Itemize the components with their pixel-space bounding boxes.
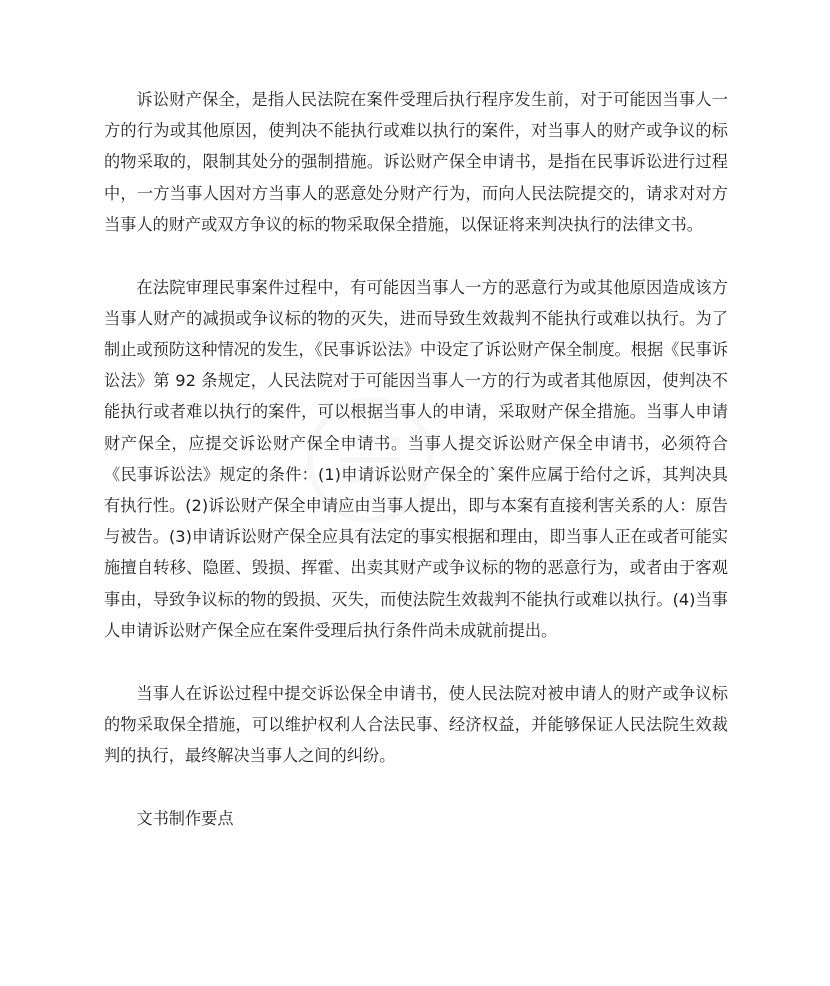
- section-heading: 文书制作要点: [136, 808, 234, 828]
- paragraph-definition: 诉讼财产保全，是指人民法院在案件受理后执行程序发生前，对于可能因当事人一方的行为或其他原因，使判决不能执行或难以执行的案件，对当事人的财产或争议的标的物采取的，限制其处分的强制措施。诉讼财产保全申请书，是指在民事诉讼进行过程中，一方当事人因对方当事人的恶意处分财产行为，而向人民法院提交的，请求对对方当事人的财产或双方争议的标的物采取保全措施，以保证将来判决执行的法律文书。: [104, 90, 728, 234]
- document-body: [104, 84, 728, 866]
- paragraph-purpose: 当事人在诉讼过程中提交诉讼保全申请书，使人民法院对被申请人的财产或争议标的物采取保全措施，可以维护权利人合法民事、经济权益，并能够保证人民法院生效裁判的执行，最终解决当事人之间的纠纷。: [104, 683, 728, 766]
- paragraph-legal-basis: 在法院审理民事案件过程中，有可能因当事人一方的恶意行为或其他原因造成该方当事人财产的减损或争议标的物的灭失，进而导致生效裁判不能执行或难以执行。为了制止或预防这种情况的发生，《民事诉讼法》中设定了诉讼财产保全制度。根据《民事诉讼法》第 92 条规定，人民法院对于可能因当事人一方的行为或者其他原因，使判决不能执行或者难以执行的案件，可以根据当事人的申请，采取财产保全措施。当事人申请财产保全，应提交诉讼财产保全申请书。当事人提交诉讼财产保全申请书，必须符合《民事诉讼法》规定的条件：(1)申请诉讼财产保全的`案件应属于给付之诉，其判决具有执行性。(2)诉讼财产保全申请应由当事人提出，即与本案有直接利害关系的人：原告与被告。(3)申请诉讼财产保全应具有法定的事实根据和理由，即当事人正在或者可能实施擅自转移、隐匿、毁损、挥霍、出卖其财产或争议标的物的恶意行为，或者由于客观事由，导致争议标的物的毁损、灭失，而使法院生效裁判不能执行或难以执行。(4)当事人申请诉讼财产保全应在案件受理后执行条件尚未成就前提出。: [104, 277, 728, 640]
